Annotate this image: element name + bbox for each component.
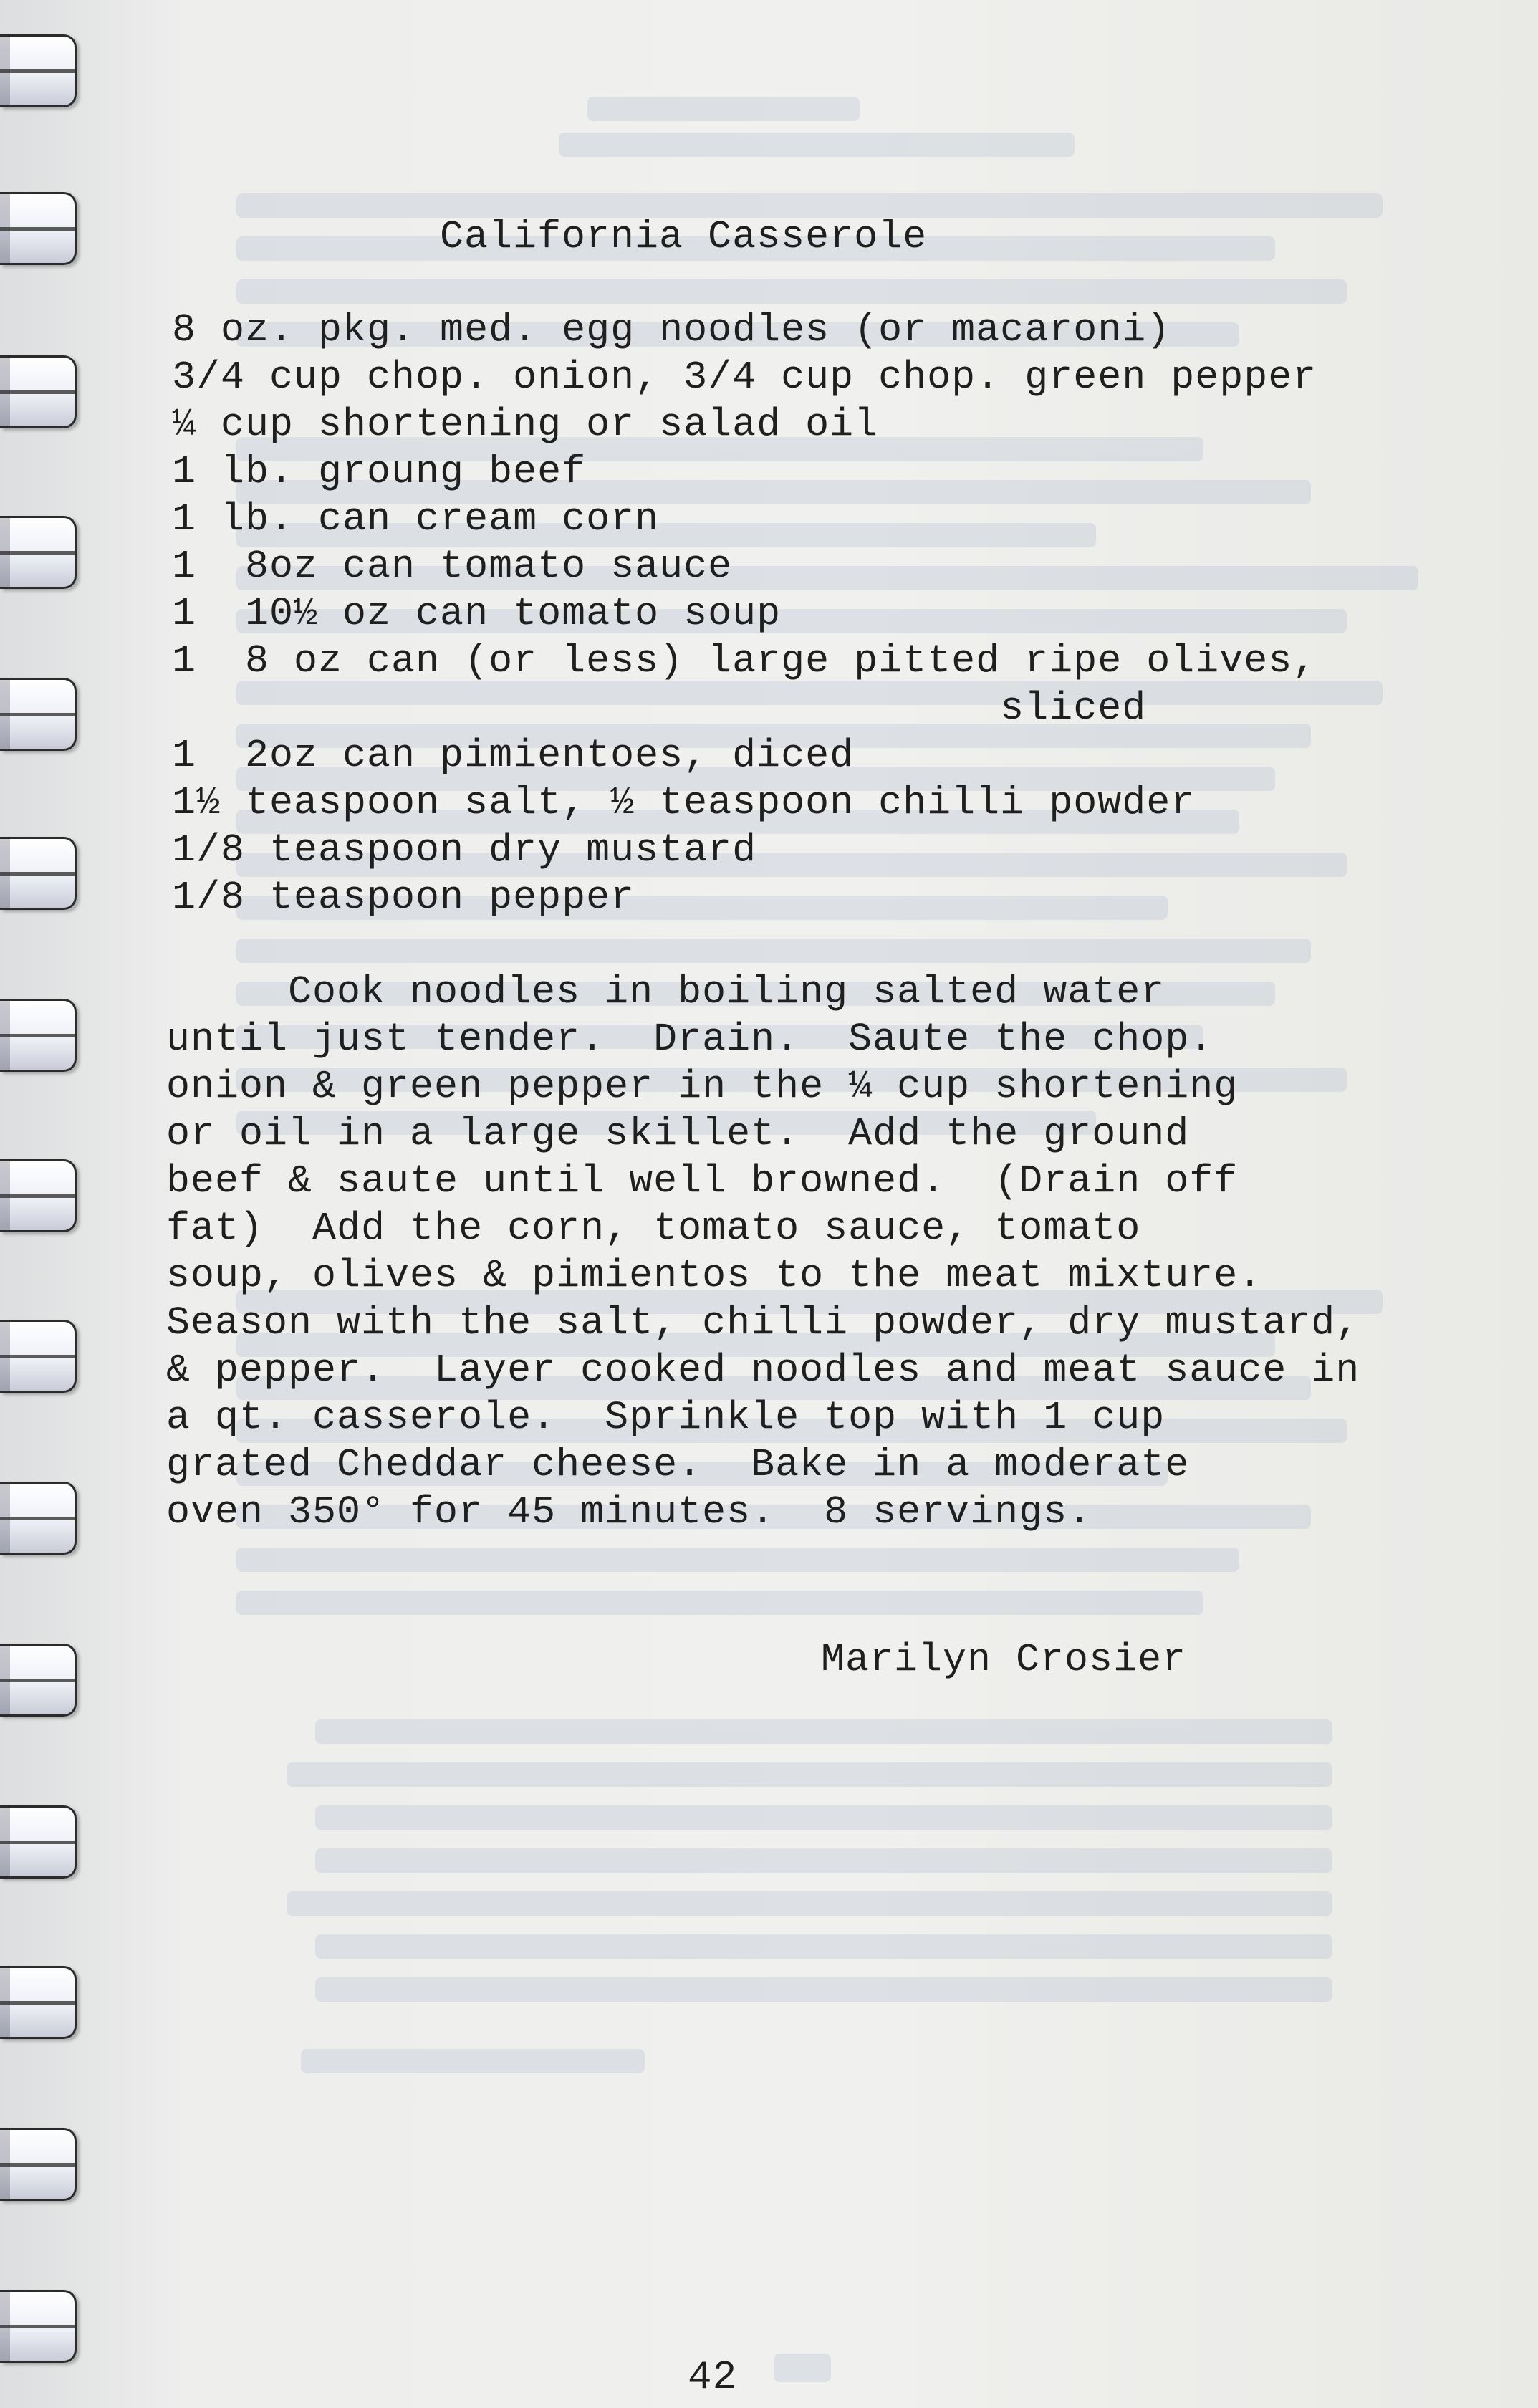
direction-line: & pepper. Layer cooked noodles and meat sauce in — [166, 1348, 1360, 1393]
binding-ring — [0, 1966, 77, 2039]
binding-ring — [0, 355, 77, 428]
direction-line: soup, olives & pimientos to the meat mixture. — [166, 1253, 1263, 1298]
direction-line: fat) Add the corn, tomato sauce, tomato — [166, 1206, 1141, 1251]
ingredient-line: 1½ teaspoon salt, ½ teaspoon chilli powder — [172, 780, 1196, 825]
binding-ring — [0, 1159, 77, 1232]
binding-ring — [0, 1644, 77, 1717]
binding-ring — [0, 1482, 77, 1555]
direction-line: beef & saute until well browned. (Drain off — [166, 1159, 1239, 1204]
ingredient-line: 1 8oz can tomato sauce — [172, 544, 733, 589]
ingredient-line: 1 10½ oz can tomato soup — [172, 591, 782, 636]
direction-line: onion & green pepper in the ¼ cup shortening — [166, 1064, 1239, 1109]
binding-ring — [0, 34, 77, 107]
ingredient-line: 1 lb. groung beef — [172, 449, 587, 494]
comb-binding — [0, 0, 93, 2408]
ingredient-line: 1 lb. can cream corn — [172, 497, 660, 542]
direction-line: until just tender. Drain. Saute the chop. — [166, 1017, 1214, 1062]
binding-ring — [0, 1320, 77, 1393]
binding-ring — [0, 837, 77, 910]
direction-line: Cook noodles in boiling salted water — [166, 969, 1165, 1014]
ingredient-line: 8 oz. pkg. med. egg noodles (or macaroni) — [172, 307, 1171, 352]
direction-line: or oil in a large skillet. Add the ground — [166, 1111, 1190, 1156]
ingredient-line: 1/8 teaspoon pepper — [172, 875, 635, 920]
recipe-title: California Casserole — [440, 214, 928, 259]
direction-line: oven 350° for 45 minutes. 8 servings. — [166, 1490, 1092, 1535]
binding-ring — [0, 516, 77, 589]
direction-line: a qt. casserole. Sprinkle top with 1 cup — [166, 1395, 1165, 1440]
ingredient-line: 3/4 cup chop. onion, 3/4 cup chop. green pepper — [172, 355, 1317, 400]
binding-ring — [0, 1805, 77, 1879]
ingredient-line: 1/8 teaspoon dry mustard — [172, 828, 757, 873]
direction-line: Season with the salt, chilli powder, dry mustard, — [166, 1300, 1360, 1345]
binding-ring — [0, 192, 77, 265]
direction-line: grated Cheddar cheese. Bake in a moderate — [166, 1442, 1190, 1487]
binding-ring — [0, 2290, 77, 2363]
ingredient-line: 1 2oz can pimientoes, diced — [172, 733, 855, 778]
binding-ring — [0, 999, 77, 1072]
binding-ring — [0, 2128, 77, 2201]
ingredient-line: ¼ cup shortening or salad oil — [172, 402, 879, 447]
binding-ring — [0, 678, 77, 751]
ingredient-line: 1 8 oz can (or less) large pitted ripe olives, — [172, 638, 1317, 683]
contributor-name: Marilyn Crosier — [821, 1637, 1187, 1682]
page-number: 42 — [688, 2354, 738, 2400]
ingredient-line: sliced — [172, 686, 1147, 731]
